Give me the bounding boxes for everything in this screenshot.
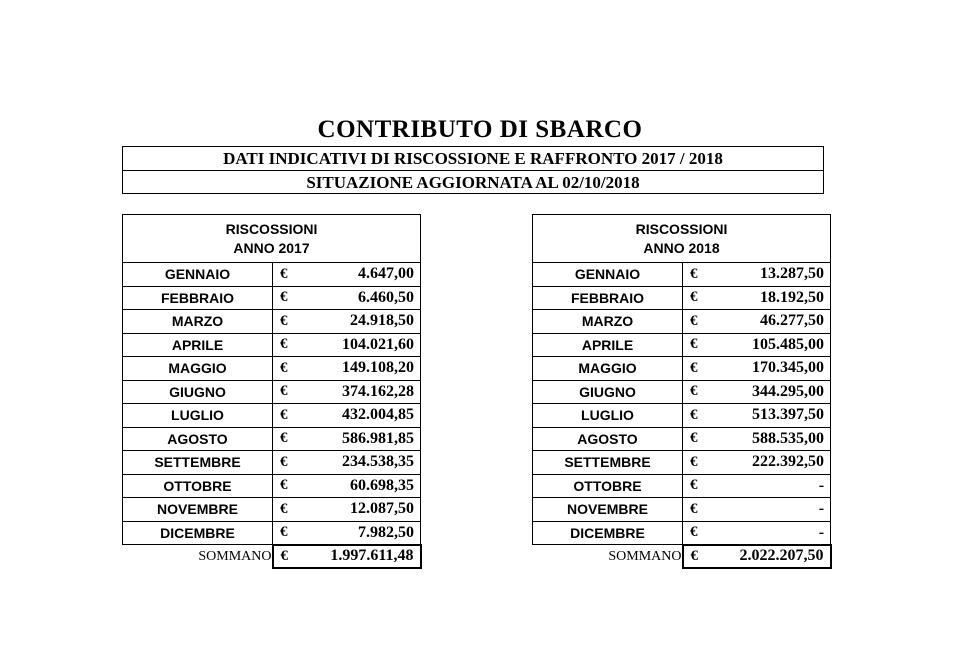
table-row [123, 286, 421, 310]
month-cell: SETTEMBRE [533, 451, 683, 475]
month-cell: MAGGIO [123, 357, 273, 381]
currency-cell: € [273, 286, 303, 310]
currency-cell: € [683, 380, 713, 404]
currency-cell: € [683, 333, 713, 357]
table-header [533, 215, 831, 263]
month-cell: LUGLIO [123, 404, 273, 428]
month-cell: OTTOBRE [533, 474, 683, 498]
amount-cell: 104.021,60 [303, 333, 421, 357]
month-cell: GENNAIO [123, 263, 273, 287]
amount-cell: 432.004,85 [303, 404, 421, 428]
table-row [533, 333, 831, 357]
currency-cell: € [683, 357, 713, 381]
currency-cell: € [273, 333, 303, 357]
amount-cell: 18.192,50 [713, 286, 831, 310]
table-row [123, 451, 421, 475]
amount-cell: 4.647,00 [303, 263, 421, 287]
month-cell: MARZO [533, 310, 683, 334]
currency-cell: € [683, 451, 713, 475]
amount-cell: 24.918,50 [303, 310, 421, 334]
amount-cell: 344.295,00 [713, 380, 831, 404]
table-header [123, 215, 421, 263]
table-row [533, 310, 831, 334]
amount-cell: 149.108,20 [303, 357, 421, 381]
table-row [123, 380, 421, 404]
amount-cell: 374.162,28 [303, 380, 421, 404]
total-row [123, 545, 421, 569]
currency-cell: € [273, 451, 303, 475]
amount-cell: 7.982,50 [303, 521, 421, 545]
amount-cell: 513.397,50 [713, 404, 831, 428]
currency-cell: € [683, 427, 713, 451]
table-row [123, 263, 421, 287]
table-row [533, 474, 831, 498]
amount-cell: 588.535,00 [713, 427, 831, 451]
table-row [123, 310, 421, 334]
total-label: SOMMANO [608, 548, 682, 564]
month-cell: APRILE [123, 333, 273, 357]
month-cell: LUGLIO [533, 404, 683, 428]
month-cell: SETTEMBRE [123, 451, 273, 475]
table-row [533, 427, 831, 451]
currency-cell: € [273, 357, 303, 381]
month-cell: NOVEMBRE [533, 498, 683, 522]
month-cell: AGOSTO [123, 427, 273, 451]
month-cell: GIUGNO [533, 380, 683, 404]
table-header-row [123, 215, 421, 263]
month-cell: FEBBRAIO [533, 286, 683, 310]
month-cell: GENNAIO [533, 263, 683, 287]
amount-cell: - [713, 474, 831, 498]
amount-cell: 13.287,50 [713, 263, 831, 287]
month-cell: NOVEMBRE [123, 498, 273, 522]
currency-cell: € [273, 310, 303, 334]
document-title: CONTRIBUTO DI SBARCO [317, 116, 643, 143]
month-cell: DICEMBRE [123, 521, 273, 545]
table-row [123, 404, 421, 428]
month-cell: MARZO [123, 310, 273, 334]
month-cell: APRILE [533, 333, 683, 357]
table-row [533, 263, 831, 287]
month-cell: DICEMBRE [533, 521, 683, 545]
table-riscossioni-2017 [122, 214, 422, 569]
table-row [533, 380, 831, 404]
month-cell: OTTOBRE [123, 474, 273, 498]
currency-cell: € [683, 498, 713, 522]
header-box [122, 146, 824, 194]
table-row [533, 286, 831, 310]
table-row [123, 498, 421, 522]
currency-cell: € [683, 310, 713, 334]
amount-cell: 170.345,00 [713, 357, 831, 381]
amount-cell: 586.981,85 [303, 427, 421, 451]
total-row [533, 545, 831, 569]
table-row [533, 498, 831, 522]
currency-cell: € [683, 404, 713, 428]
header-subtitle-comparison: DATI INDICATIVI DI RISCOSSIONE E RAFFRONTO 2017 / 2018 [223, 148, 723, 168]
currency-cell: € [683, 474, 713, 498]
amount-cell: 222.392,50 [713, 451, 831, 475]
table-riscossioni-2018 [532, 214, 832, 569]
total-label: SOMMANO [198, 548, 272, 564]
currency-cell: € [683, 286, 713, 310]
currency-cell: € [273, 380, 303, 404]
amount-cell: 60.698,35 [303, 474, 421, 498]
header-subtitle-updated: SITUAZIONE AGGIORNATA AL 02/10/2018 [123, 170, 823, 194]
currency-cell: € [273, 263, 303, 287]
month-cell: FEBBRAIO [123, 286, 273, 310]
total-amount-cell: 2.022.207,50 [713, 545, 831, 569]
table-row [533, 357, 831, 381]
amount-cell: - [713, 498, 831, 522]
currency-cell: € [683, 263, 713, 287]
currency-cell: € [273, 521, 303, 545]
table-row [533, 451, 831, 475]
month-cell: AGOSTO [533, 427, 683, 451]
currency-cell: € [273, 427, 303, 451]
amount-cell: 105.485,00 [713, 333, 831, 357]
amount-cell: 12.087,50 [303, 498, 421, 522]
table-row [123, 474, 421, 498]
table-row [123, 427, 421, 451]
table-row [533, 404, 831, 428]
table-row [123, 521, 421, 545]
table-row [123, 333, 421, 357]
currency-cell: € [273, 404, 303, 428]
total-currency-cell: € [273, 545, 303, 569]
header-line-riscossioni: RISCOSSIONI [225, 220, 318, 237]
amount-cell: 46.277,50 [713, 310, 831, 334]
total-amount-cell: 1.997.611,48 [303, 545, 421, 569]
month-cell: GIUGNO [123, 380, 273, 404]
table-row [123, 357, 421, 381]
amount-cell: 234.538,35 [303, 451, 421, 475]
currency-cell: € [273, 498, 303, 522]
amount-cell: - [713, 521, 831, 545]
table-row [533, 521, 831, 545]
month-cell: MAGGIO [533, 357, 683, 381]
amount-cell: 6.460,50 [303, 286, 421, 310]
header-line-riscossioni: RISCOSSIONI [635, 220, 728, 237]
currency-cell: € [683, 521, 713, 545]
currency-cell: € [273, 474, 303, 498]
header-line-anno: ANNO 2017 [233, 239, 310, 256]
total-currency-cell: € [683, 545, 713, 569]
table-header-row [533, 215, 831, 263]
header-line-anno: ANNO 2018 [643, 239, 720, 256]
